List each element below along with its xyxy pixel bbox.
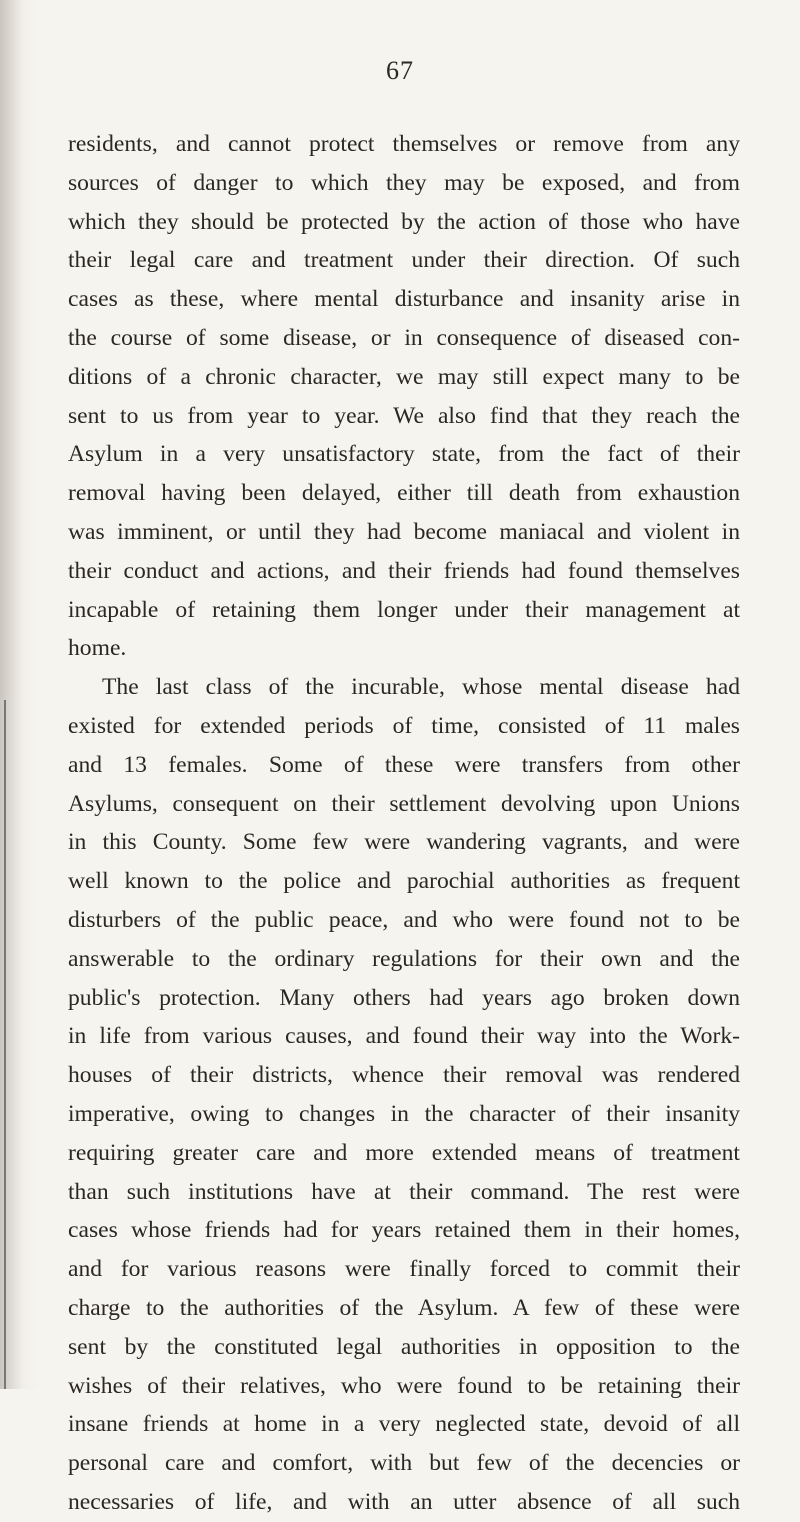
text-line: sent by the constituted legal authorities in opposition to the [68,1333,740,1360]
text-line: necessaries of life, and with an utter absence of all such [68,1488,740,1515]
text-line: was imminent, or until they had become maniacal and violent in [68,518,740,545]
binding-edge-line [4,700,6,1389]
page-number: 67 [386,56,414,85]
text-line: well known to the police and parochial authorities as frequent [68,868,740,895]
text-line: incapable of retaining them longer under their management at [68,596,740,623]
text-line: their conduct and actions, and their friends had found themselves [68,557,740,584]
text-line: sent to us from year to year. We also find that they reach the [68,402,740,429]
text-line: home. [68,635,127,662]
text-line: personal care and comfort, with but few of the decencies or [68,1450,740,1477]
text-line: residents, and cannot protect themselves or remove from any [68,131,740,157]
text-line: disturbers of the public peace, and who were found not to be [68,906,740,933]
text-line: answerable to the ordinary regulations for their own and the [68,945,740,972]
text-line: and 13 females. Some of these were transfers from other [68,751,740,778]
text-line: in this County. Some few were wandering vagrants, and were [68,829,740,856]
text-line: insane friends at home in a very neglected state, devoid of all [68,1411,740,1438]
text-line: ditions of a chronic character, we may still expect many to be [68,363,740,390]
text-line: cases as these, where mental disturbance and insanity arise in [68,286,740,313]
text-line: which they should be protected by the action of those who have [68,208,740,235]
text-line: public's protection. Many others had years ago broken down [68,984,740,1011]
text-line: than such institutions have at their command. The rest were [68,1178,740,1205]
text-line: removal having been delayed, either till death from exhaustion [68,480,740,507]
paragraph-start-line: The last class of the incurable, whose mental disease had [102,674,740,701]
text-line: houses of their districts, whence their removal was rendered [68,1062,740,1089]
text-line: requiring greater care and more extended means of treatment [68,1139,740,1166]
text-line: and for various reasons were finally forced to commit their [68,1256,740,1283]
text-line: sources of danger to which they may be exposed, and from [68,169,740,196]
text-line: existed for extended periods of time, consisted of 11 males [68,712,740,739]
text-line: Asylum in a very unsatisfactory state, from the fact of their [68,441,740,468]
text-line: cases whose friends had for years retained them in their homes, [68,1217,740,1244]
text-line: charge to the authorities of the Asylum. A few of these were [68,1294,740,1321]
text-line: the course of some disease, or in consequence of diseased con- [68,324,740,351]
text-line: their legal care and treatment under their direction. Of such [68,247,740,274]
text-line: in life from various causes, and found their way into the Work- [68,1023,740,1050]
text-line: imperative, owing to changes in the character of their insanity [68,1100,740,1127]
body-text [68,125,740,1522]
text-line: Asylums, consequent on their settlement devolving upon Unions [68,790,740,817]
text-line: wishes of their relatives, who were found to be retaining their [68,1372,740,1399]
